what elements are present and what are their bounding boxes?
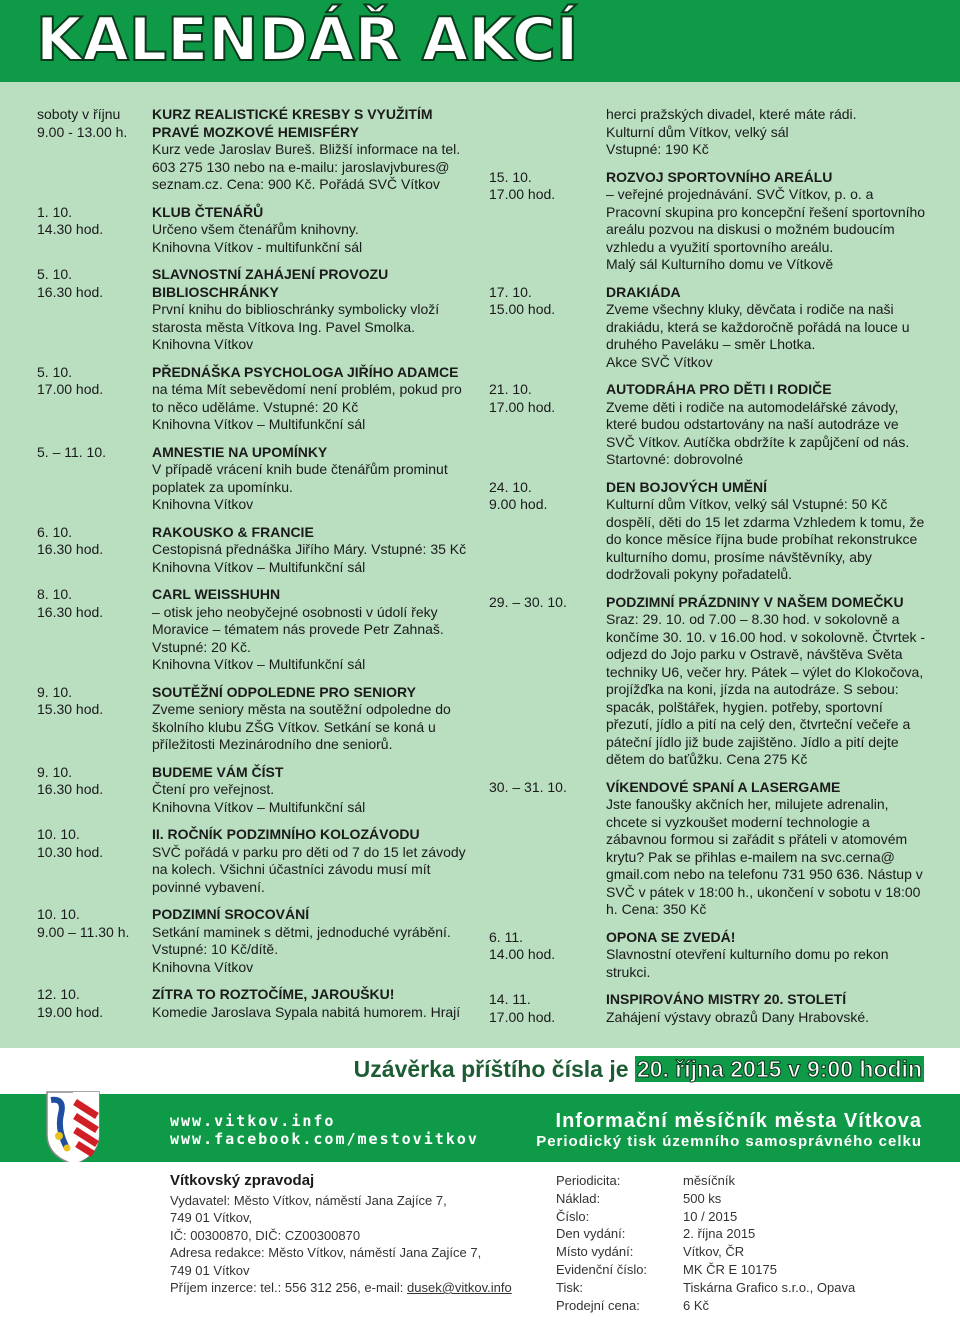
meta-label: Periodicita: [556, 1173, 621, 1188]
event-title: ZÍTRA TO ROZTOČÍME, JAROUŠKU! [152, 986, 395, 1002]
event-item [37, 986, 477, 1021]
event-body [152, 106, 477, 194]
event-body [606, 169, 929, 274]
meta-row [556, 1279, 855, 1297]
website-link[interactable]: www.vitkov.info [170, 1112, 336, 1130]
deadline-date: 20. října 2015 v 9:00 hodin [636, 1056, 922, 1082]
event-item [489, 169, 929, 274]
deadline-notice [0, 1048, 960, 1094]
event-date: 30. – 31. 10. [489, 778, 567, 795]
event-description: Komedie Jaroslava Sypala nabitá humorem. Hrají [152, 1003, 461, 1020]
event-date: 17. 10. 15.00 hod. [489, 283, 556, 317]
event-body [152, 266, 477, 354]
publication-meta [556, 1172, 855, 1314]
event-title: CARL WEISSHUHN [152, 586, 281, 602]
event-description: na téma Mít sebevědomí není problém, pokud pro to něco uděláme. Vstupné: 20 Kč [152, 381, 462, 415]
event-place: Kulturní dům Vítkov, velký sál Vstupné: 190 Kč [606, 123, 789, 157]
publisher-line: IČ: 00300870, DIČ: CZ00300870 [170, 1227, 361, 1243]
event-date: 9. 10. 15.30 hod. [37, 683, 104, 717]
event-date: 10. 10. 10.30 hod. [37, 826, 104, 860]
event-title: OPONA SE ZVEDÁ! [606, 928, 736, 945]
event-body [152, 444, 477, 514]
event-date: 5. 10. 16.30 hod. [37, 266, 104, 300]
meta-value: měsíčník [683, 1173, 736, 1188]
event-place: Knihovna Vítkov – Multifunkční sál [152, 656, 366, 672]
event-date: soboty v říjnu 9.00 - 13.00 h. [37, 106, 128, 140]
ads-contact-prefix: Příjem inzerce: tel.: 556 312 256, e-mail: [170, 1280, 404, 1295]
event-description: Zveme všechny kluky, děvčata i rodiče na naši drakiádu, která se každoročně pořádá na louce u druhého Paveláku – směr Lhotka. [606, 301, 910, 352]
event-title: ROZVOJ SPORTOVNÍHO AREÁLU [606, 168, 833, 185]
event-place: Knihovna Vítkov – Multifunkční sál [152, 798, 366, 815]
event-date: 29. – 30. 10. [489, 593, 567, 610]
event-date: 15. 10. 17.00 hod. [489, 168, 556, 202]
event-date: 21. 10. 17.00 hod. [489, 381, 556, 415]
event-title: II. ROČNÍK PODZIMNÍHO KOLOZÁVODU [152, 826, 420, 842]
event-body [606, 991, 929, 1026]
publisher-line: 749 01 Vítkov [170, 1262, 250, 1278]
event-place: Knihovna Vítkov - multifunkční sál [152, 238, 363, 255]
event-title: PODZIMNÍ PRÁZDNINY V NAŠEM DOMEČKU [606, 593, 904, 610]
event-date: 10. 10. 9.00 – 11.30 h. [37, 906, 130, 940]
event-description: Cestopisná přednáška Jiřího Máry. Vstupné: 35 Kč [152, 541, 467, 557]
event-description: – veřejné projednávání. SVČ Vítkov, p. o. a Pracovní skupina pro koncepční řešení sportovního areálu pozvou na diskusi o možném budoucím vzhledu a využití sportovního areálu. [606, 186, 926, 255]
meta-label: Náklad: [556, 1190, 601, 1206]
publication-name: Vítkovský zpravodaj [170, 1172, 315, 1189]
event-item [489, 594, 929, 769]
event-title: INSPIROVÁNO MISTRY 20. STOLETÍ [606, 991, 847, 1007]
event-place: Knihovna Vítkov [152, 496, 254, 512]
event-body [152, 826, 477, 896]
event-description: Čtení pro veřejnost. [152, 781, 275, 797]
event-place: Knihovna Vítkov – Multifunkční sál [152, 558, 366, 575]
event-description: – otisk jeho neobyčejné osobnosti v údolí řeky Moravice – tématem nás provede Petr Zahnaš. Vstupné: 20 Kč. [152, 603, 444, 655]
meta-label: Evidenční číslo: [556, 1261, 648, 1277]
event-place: Knihovna Vítkov – Multifunkční sál [152, 416, 366, 432]
event-title: BUDEME VÁM ČÍST [152, 763, 284, 780]
event-description: Kulturní dům Vítkov, velký sál Vstupné: 50 Kč dospělí, děti do 15 let zdarma Vzhledem k tomu, že do konce měsíce října bude probíhat rekonstrukce kulturního domu, prosíme návštěvníky, aby dodržovali pokyny pořadatelů. [606, 496, 925, 582]
publisher-info [170, 1172, 512, 1297]
event-title: PODZIMNÍ SROCOVÁNÍ [152, 906, 310, 922]
meta-value: 2. října 2015 [683, 1226, 756, 1242]
event-item [37, 364, 477, 434]
event-item [37, 764, 477, 817]
event-date: 1. 10. 14.30 hod. [37, 203, 104, 237]
event-title: SLAVNOSTNÍ ZAHÁJENÍ PROVOZU BIBLIOSCHRÁNKY [152, 266, 389, 300]
event-title: DEN BOJOVÝCH UMĚNÍ [606, 478, 768, 495]
event-item [489, 929, 929, 982]
event-body [152, 986, 477, 1021]
event-title: RAKOUSKO & FRANCIE [152, 523, 314, 540]
event-date: 5. 10. 17.00 hod. [37, 363, 104, 397]
event-place: Malý sál Kulturního domu ve Vítkově [606, 256, 834, 272]
event-title: AMNESTIE NA UPOMÍNKY [152, 443, 328, 460]
event-body [606, 106, 929, 159]
event-item [37, 826, 477, 896]
event-description: herci pražských divadel, které máte rádi. [606, 106, 857, 122]
event-item [37, 444, 477, 514]
magazine-title: Informační měsíčník města Vítkova [555, 1110, 922, 1132]
event-body [152, 906, 477, 976]
event-body [606, 479, 929, 584]
events-panel [0, 82, 960, 1048]
publisher-line: 749 01 Vítkov, [170, 1210, 253, 1225]
event-body [606, 594, 929, 769]
event-description: Jste fanoušky akčních her, milujete adrenalin, chcete si vyzkoušet moderní technologie a zábavnou formou si zařádit s přáteli v atomovém krytu? Pak se přihlas e-mailem na svc.cerna@ gmail.com nebo na telefonu 731 950 636. Nástup v SVČ v pátek v 18:00 h., ukončení v sobotu v 18:00 h. Cena: 350 Kč [606, 796, 923, 917]
facebook-link[interactable]: www.facebook.com/mestovitkov [170, 1130, 479, 1148]
meta-label: Místo vydání: [556, 1244, 634, 1260]
event-item [37, 906, 477, 976]
event-description: Kurz vede Jaroslav Bureš. Bližší informace na tel. 603 275 130 nebo na e-mailu: jaroslavjvbures@ seznam.cz. Cena: 900 Kč. Pořádá SVČ Vítkov [152, 141, 461, 192]
event-description: V případě vrácení knih bude čtenářům prominut poplatek za upomínku. [152, 461, 448, 495]
event-body [152, 204, 477, 257]
event-description: Setkání maminek s dětmi, jednoduché vyrábění. Vstupné: 10 Kč/dítě. [152, 923, 451, 957]
meta-value: Tiskárna Grafico s.r.o., Opava [683, 1279, 856, 1295]
event-item [489, 991, 929, 1026]
right-event-column [489, 106, 929, 1036]
meta-value: 500 ks [683, 1190, 722, 1206]
event-title: PŘEDNÁŠKA PSYCHOLOGA JIŘÍHO ADAMCE [152, 363, 459, 380]
meta-value: 6 Kč [683, 1297, 710, 1313]
meta-row [556, 1261, 855, 1279]
meta-label: Prodejní cena: [556, 1297, 640, 1313]
event-item [37, 684, 477, 754]
event-date: 14. 11. 17.00 hod. [489, 991, 556, 1025]
event-item [489, 779, 929, 919]
magazine-subtitle: Periodický tisk územního samosprávného celku [536, 1133, 922, 1150]
event-place: Akce SVČ Vítkov [606, 353, 713, 370]
ads-contact [170, 1279, 512, 1297]
event-item [37, 266, 477, 354]
meta-row [556, 1172, 855, 1190]
event-date: 24. 10. 9.00 hod. [489, 478, 548, 512]
event-item [37, 204, 477, 257]
event-place: Knihovna Vítkov [152, 336, 254, 352]
event-body [152, 764, 477, 817]
web-links [170, 1112, 479, 1148]
event-title: SOUTĚŽNÍ ODPOLEDNE PRO SENIORY [152, 683, 416, 700]
meta-label: Číslo: [556, 1208, 590, 1224]
meta-row [556, 1297, 855, 1315]
event-description: Zveme děti i rodiče na automodelářské závody, které budou odstartovány na naší autodráze ve SVČ Vítkov. Autíčka obdržíte k zapůjčení od nás. [606, 398, 910, 450]
event-body [152, 586, 477, 674]
event-description: První knihu do biblioschránky symbolicky vloží starosta města Vítkova Ing. Pavel Smolka. [152, 301, 440, 335]
meta-row [556, 1208, 855, 1226]
meta-value: MK ČR E 10175 [683, 1261, 777, 1277]
event-title: AUTODRÁHA PRO DĚTI I RODIČE [606, 381, 832, 397]
meta-row [556, 1225, 855, 1243]
event-body [152, 364, 477, 434]
event-item [37, 524, 477, 577]
meta-row [556, 1243, 855, 1261]
event-date: 9. 10. 16.30 hod. [37, 763, 104, 797]
deadline-prefix: Uzávěrka příštího čísla je [353, 1056, 629, 1082]
event-body [606, 779, 929, 919]
event-date: 5. – 11. 10. [37, 443, 107, 460]
email-link[interactable]: dusek@vitkov.info [407, 1280, 512, 1295]
event-body [606, 381, 929, 469]
page-title: KALENDÁŘ AKCÍ [36, 5, 579, 75]
event-body [606, 929, 929, 982]
event-description: Určeno všem čtenářům knihovny. [152, 221, 359, 237]
city-crest-icon [45, 1090, 101, 1166]
event-body [152, 684, 477, 754]
event-description: Slavnostní otevření kulturního domu po rekon strukci. [606, 946, 889, 980]
event-item [489, 479, 929, 584]
header-banner [0, 0, 960, 82]
meta-row [556, 1190, 855, 1208]
event-description: SVČ pořádá v parku pro děti od 7 do 15 let závody na kolech. Všichni účastníci závodu musí mít povinné vybavení. [152, 843, 466, 895]
event-date: 12. 10. 19.00 hod. [37, 986, 104, 1020]
left-event-column [37, 106, 477, 1031]
event-date: 8. 10. 16.30 hod. [37, 586, 104, 620]
event-body [152, 524, 477, 577]
event-item [489, 284, 929, 372]
event-description: Sraz: 29. 10. od 7.00 – 8.30 hod. v sokolovně a končíme 30. 10. v 16.00 hod. v sokolovně. Čtvrtek - odjezd do Jojo parku v Ostravě, návštěva Světa techniky U6, večer hry. Pátek – výlet do Klokočova, projížďka na koni, jízda na autodráze. S sebou: spacák, polštářek, hygien. potřeby, sportovní přezutí, jídlo a pití na celý den, čtvrteční večeře a páteční jídlo již bude zajištěno. Jídlo a pití dejte dětem do baťůžku. Cena 275 Kč [606, 611, 926, 767]
event-item [37, 106, 477, 194]
event-date: 6. 11. 14.00 hod. [489, 928, 556, 962]
event-title: VÍKENDOVÉ SPANÍ A LASERGAME [606, 778, 841, 795]
event-description: Zahájení výstavy obrazů Dany Hrabovské. [606, 1008, 870, 1025]
event-title: KURZ REALISTICKÉ KRESBY S VYUŽITÍM PRAVÉ MOZKOVÉ HEMISFÉRY [152, 106, 433, 140]
event-description: Zveme seniory města na soutěžní odpoledne do školního klubu ZŠG Vítkov. Setkání se koná u příležitosti Mezinárodního dne seniorů. [152, 701, 451, 752]
event-item [489, 381, 929, 469]
event-title: KLUB ČTENÁŘŮ [152, 203, 264, 220]
event-place: Knihovna Vítkov [152, 958, 254, 975]
meta-value: 10 / 2015 [683, 1208, 738, 1224]
event-body [606, 284, 929, 372]
meta-label: Tisk: [556, 1279, 583, 1295]
event-date: 6. 10. 16.30 hod. [37, 523, 104, 557]
magazine-title-block [536, 1110, 922, 1150]
meta-value: Vítkov, ČR [683, 1244, 745, 1260]
publisher-line: Adresa redakce: Město Vítkov, náměstí Jana Zajíce 7, [170, 1245, 482, 1260]
event-item [37, 586, 477, 674]
event-place: Startovné: dobrovolné [606, 451, 743, 467]
event-item [489, 106, 929, 159]
event-title: DRAKIÁDA [606, 283, 681, 300]
meta-label: Den vydání: [556, 1226, 626, 1242]
publisher-line: Vydavatel: Město Vítkov, náměstí Jana Zajíce 7, [170, 1192, 447, 1208]
